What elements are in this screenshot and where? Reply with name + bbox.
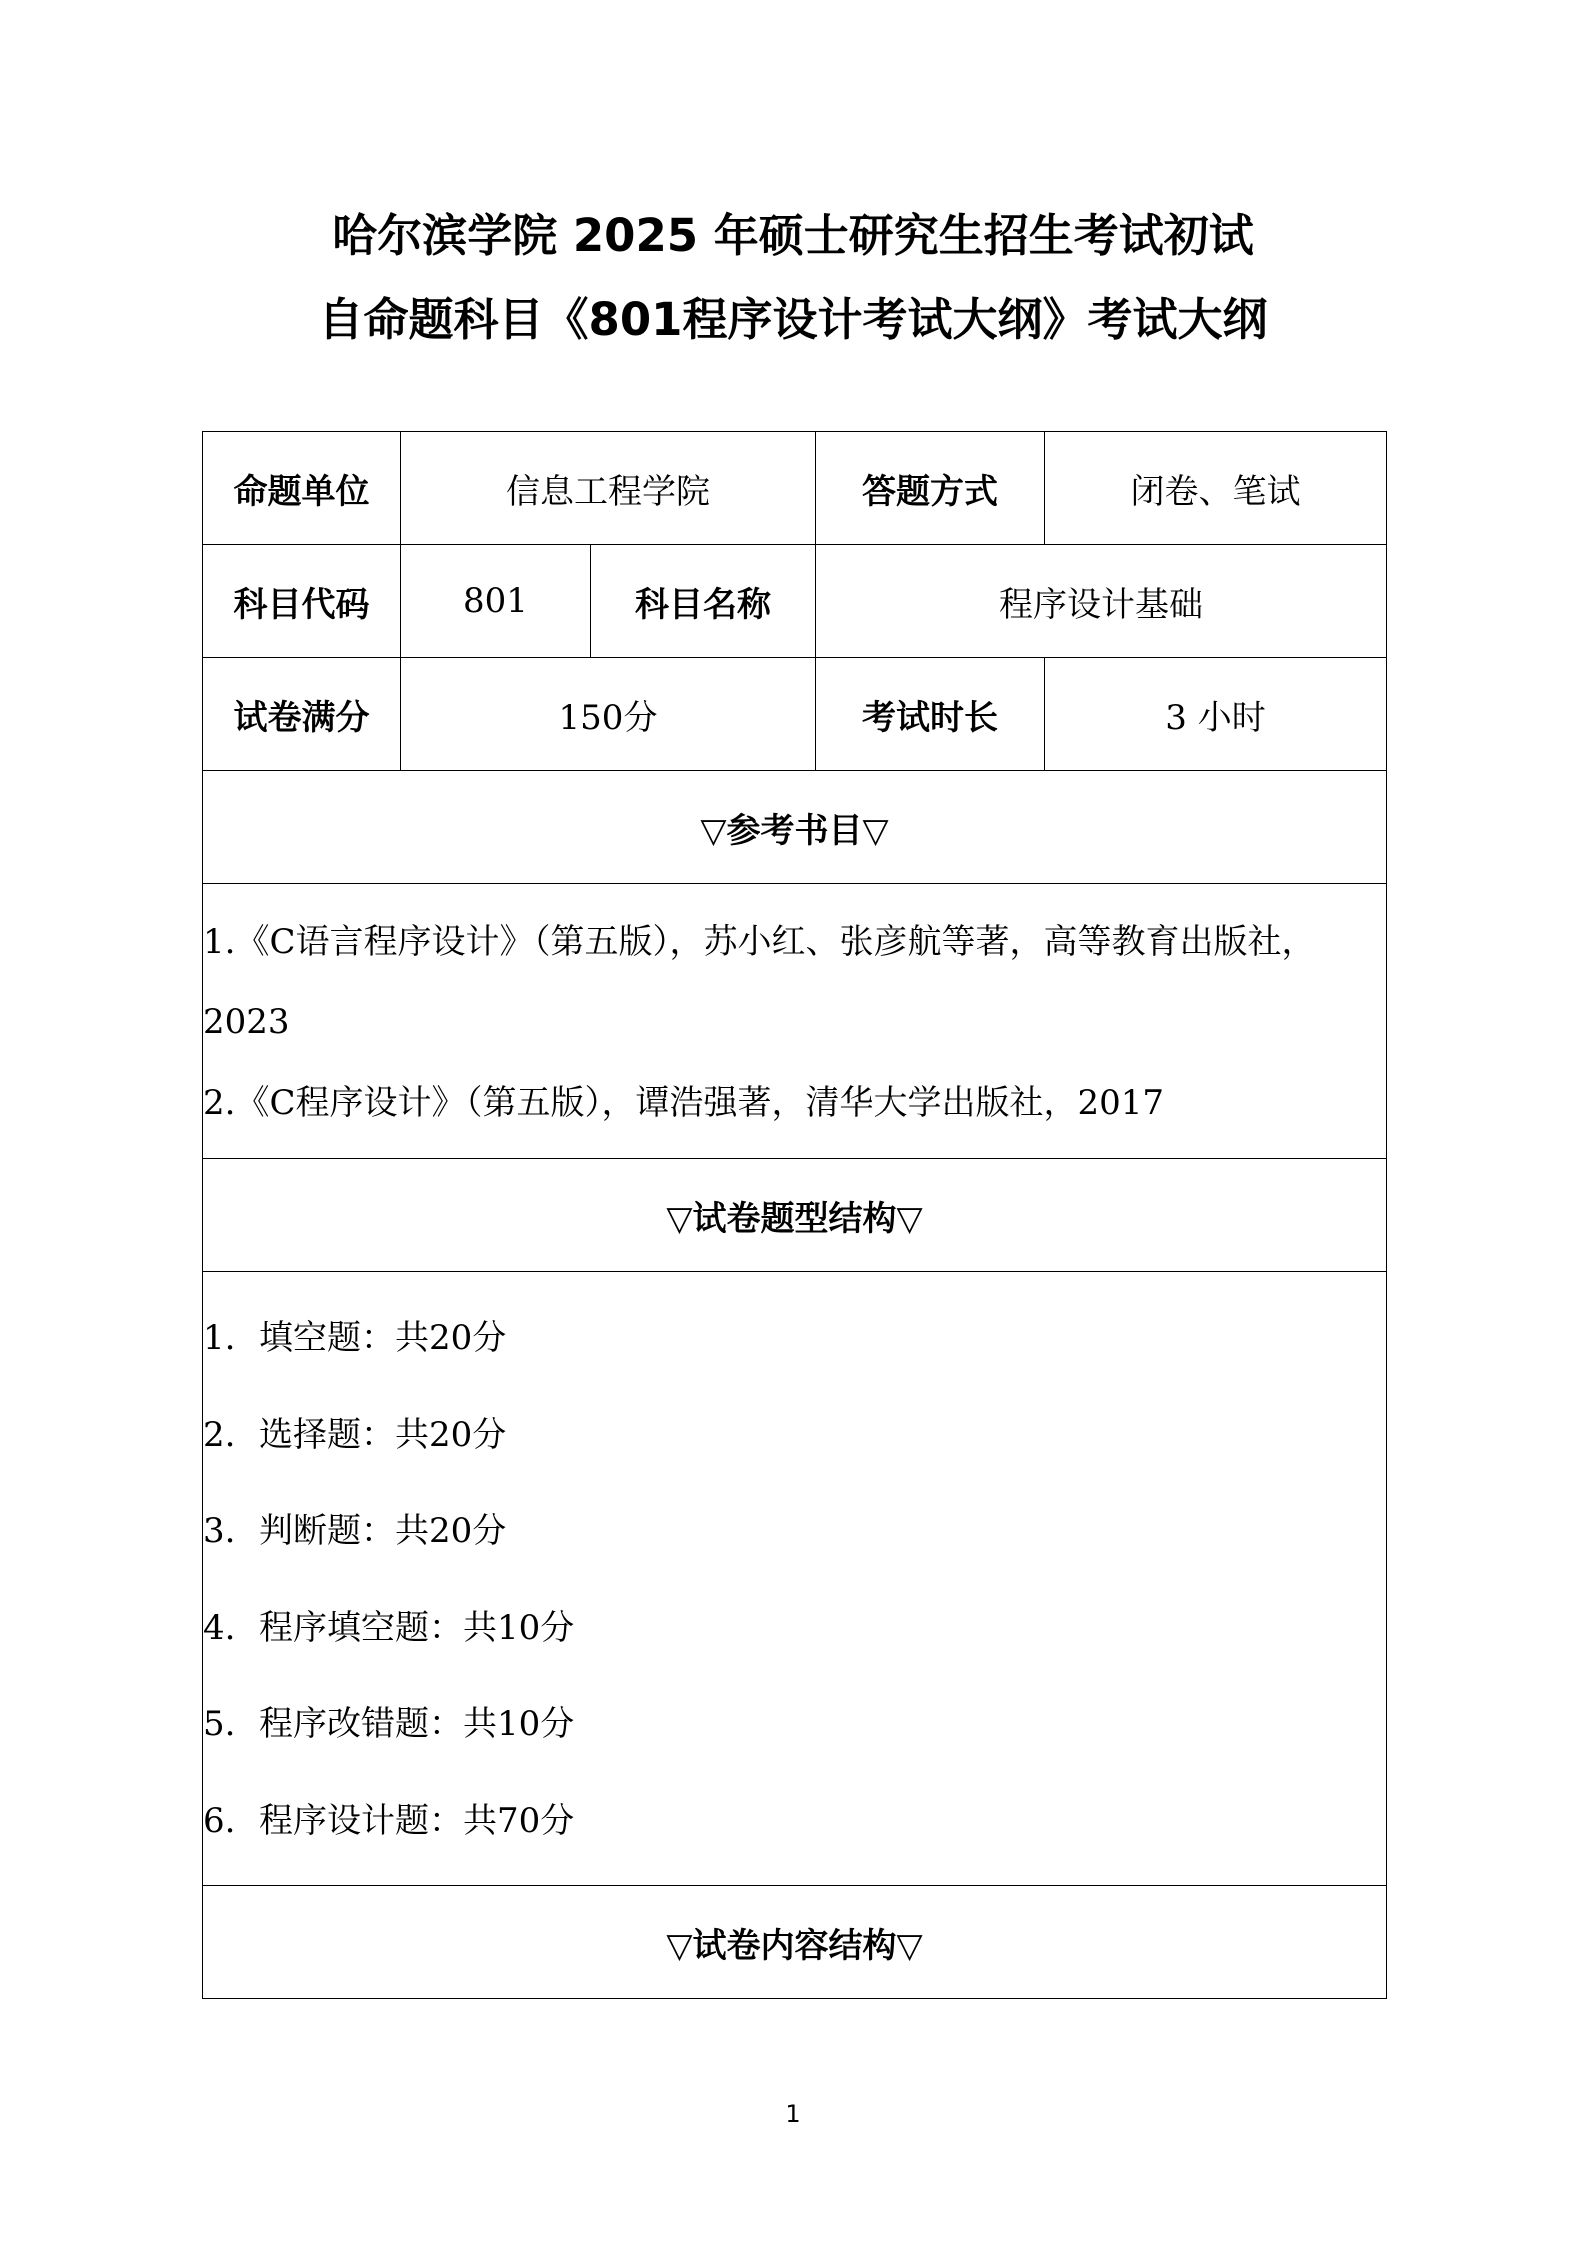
question-type-number: 4. bbox=[203, 1607, 236, 1648]
duration-label: 考试时长 bbox=[816, 658, 1045, 771]
question-type-number: 5. bbox=[203, 1704, 236, 1744]
question-type-item bbox=[203, 1676, 1386, 1773]
references-heading: ▽参考书目▽ bbox=[203, 771, 1387, 884]
document-title-line-2: 自命题科目《801程序设计考试大纲》考试大纲 bbox=[318, 293, 1268, 346]
question-types-row bbox=[203, 1272, 1387, 1886]
references-row bbox=[203, 884, 1387, 1159]
score-label: 试卷满分 bbox=[203, 658, 401, 771]
code-label: 科目代码 bbox=[203, 545, 401, 658]
score-value: 150分 bbox=[401, 658, 816, 771]
question-type-text: 选择题：共20分 bbox=[259, 1414, 507, 1455]
info-row-code bbox=[203, 545, 1387, 658]
unit-label: 命题单位 bbox=[203, 432, 401, 545]
question-type-text: 程序改错题：共10分 bbox=[259, 1704, 575, 1744]
document-title-line-1: 哈尔滨学院 2025 年硕士研究生招生考试初试 bbox=[332, 209, 1254, 262]
code-value: 801 bbox=[401, 545, 591, 658]
question-types-list bbox=[203, 1272, 1387, 1886]
question-type-item bbox=[203, 1387, 1386, 1484]
references-heading-row bbox=[203, 771, 1387, 884]
question-type-number: 3. bbox=[203, 1511, 236, 1551]
answer-mode-value: 闭卷、笔试 bbox=[1045, 432, 1387, 545]
answer-mode-label: 答题方式 bbox=[816, 432, 1045, 545]
question-type-item bbox=[203, 1773, 1386, 1870]
structure-heading: ▽试卷题型结构▽ bbox=[203, 1159, 1387, 1272]
page-number: 1 bbox=[785, 2100, 801, 2128]
question-type-number: 2. bbox=[203, 1414, 236, 1455]
question-type-text: 程序填空题：共10分 bbox=[259, 1607, 575, 1648]
question-type-number: 6. bbox=[203, 1800, 236, 1841]
question-type-item bbox=[203, 1290, 1386, 1387]
reference-item: 1.《C语言程序设计》（第五版），苏小红、张彦航等著，高等教育出版社，2023 bbox=[203, 922, 1316, 1042]
content-heading: ▽试卷内容结构▽ bbox=[203, 1886, 1387, 1999]
question-type-number: 1. bbox=[203, 1318, 236, 1358]
question-type-item bbox=[203, 1580, 1386, 1677]
syllabus-table bbox=[202, 431, 1387, 1999]
question-type-text: 判断题：共20分 bbox=[259, 1511, 507, 1551]
unit-value: 信息工程学院 bbox=[401, 432, 816, 545]
duration-value: 3 小时 bbox=[1045, 658, 1387, 771]
structure-heading-row bbox=[203, 1159, 1387, 1272]
reference-item: 2.《C程序设计》（第五版），谭浩强著，清华大学出版社，2017 bbox=[203, 1083, 1164, 1123]
question-type-text: 程序设计题：共70分 bbox=[259, 1800, 575, 1841]
info-row-score bbox=[203, 658, 1387, 771]
references-list bbox=[203, 884, 1387, 1159]
question-type-text: 填空题：共20分 bbox=[259, 1318, 507, 1358]
info-row-unit bbox=[203, 432, 1387, 545]
name-label: 科目名称 bbox=[591, 545, 816, 658]
content-heading-row bbox=[203, 1886, 1387, 1999]
name-value: 程序设计基础 bbox=[816, 545, 1387, 658]
question-type-item bbox=[203, 1483, 1386, 1580]
